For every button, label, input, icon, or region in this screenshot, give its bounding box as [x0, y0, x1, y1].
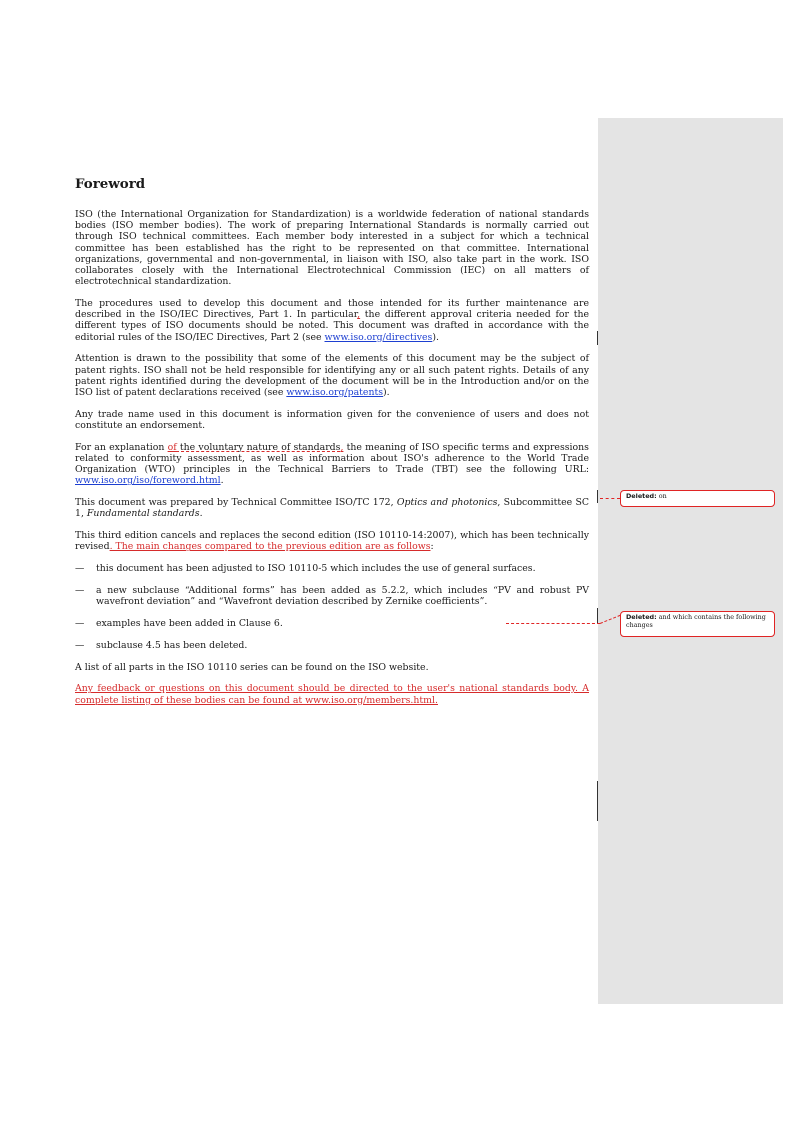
- p6-text-a: This document was prepared by Technical Committee ISO/TC 172,: [75, 497, 397, 509]
- p6-italic-1: Optics and photonics: [396, 497, 498, 509]
- comment-label: Deleted:: [626, 613, 657, 621]
- p3-text: Attention is drawn to the possibility that some of the elements of this document may be the subject of patent rights. ISO shall not be held responsible for identifying any or all such patent rights. Details of any patent rights identified during the development of the document will be in the Introduction and/or on the ISO list of patent declarations received (see: [75, 353, 589, 399]
- p2-inserted-comma: ,: [357, 309, 361, 321]
- document-body[interactable]: [75, 176, 589, 716]
- dash-marker: —: [75, 618, 85, 630]
- change-bar: [597, 608, 598, 623]
- change-bar: [597, 781, 598, 821]
- comment-label: Deleted:: [626, 492, 657, 500]
- list-item-text: a new subclause “Additional forms” has been added as 5.2.2, which includes “PV and robust PV wavefront deviation” and “Wavefront deviation described by Zernike coefficients”.: [96, 585, 589, 608]
- list-item: [75, 585, 589, 607]
- p2-text-b: the different approval criteria needed for the different types of ISO documents should be noted. This document was drafted in accordance with the editorial rules of the ISO/IEC Directives, Part 2 (see: [75, 309, 589, 343]
- p6-text-b: , Subcommittee SC 1,: [75, 497, 590, 520]
- comment-margin: [598, 118, 783, 1004]
- p2-end: ).: [432, 331, 439, 343]
- page-title: Foreword: [75, 176, 146, 192]
- p7-text: This third edition cancels and replaces the second edition (ISO 10110-14:2007), which has been technically revised: [75, 530, 589, 553]
- foreword-link[interactable]: www.iso.org/iso/foreword.html: [75, 475, 221, 487]
- comment-text: on: [656, 492, 667, 500]
- p3-end: ).: [383, 387, 390, 399]
- comment-bubble-deleted-changes[interactable]: [620, 611, 775, 637]
- list-item: [75, 563, 589, 574]
- change-bar: [597, 331, 598, 345]
- comment-leader: [600, 498, 620, 499]
- list-item-text: this document has been adjusted to ISO 10110-5 which includes the use of general surfaces.: [96, 563, 536, 575]
- p2-text-a: The procedures used to develop this document and those intended for its further maintenance are described in the ISO/IEC Directives, Part 1. In particular: [75, 298, 589, 321]
- paragraph-8: A list of all parts in the ISO 10110 series can be found on the ISO website.: [75, 661, 429, 673]
- p5-text-b: the voluntary nature of standards: [176, 441, 341, 453]
- patents-link[interactable]: www.iso.org/patents: [286, 387, 384, 399]
- paragraph-6: [75, 497, 589, 519]
- dash-marker: —: [75, 585, 85, 597]
- p5-inserted-of: of: [167, 441, 177, 453]
- dash-marker: —: [75, 639, 85, 651]
- list-item-text: subclause 4.5 has been deleted.: [96, 639, 248, 651]
- p7-end: :: [430, 541, 434, 553]
- paragraph-4: Any trade name used in this document is information given for the convenience of users and does not constitute an endorsement.: [75, 408, 589, 432]
- dash-marker: —: [75, 563, 85, 575]
- paragraph-1: ISO (the International Organization for Standardization) is a worldwide federation of national standards bodies (ISO member bodies). The work of preparing International Standards is normally carried out through ISO technical committees. Each member body interested in a subject for which a technical committee has been established has the right to be represented on that committee. International organizations, governmental and non-governmental, in liaison with ISO, also take part in the work. ISO collaborates closely with the International Electrotechnical Commission (IEC) on all matters of electrotechnical standardization.: [75, 209, 589, 288]
- p6-end: .: [199, 508, 203, 520]
- directives-link[interactable]: www.iso.org/directives: [324, 331, 433, 343]
- comment-bubble-deleted-on[interactable]: [620, 490, 775, 507]
- p5-end: .: [220, 475, 224, 487]
- paragraph-9-inserted: Any feedback or questions on this document should be directed to the user's national standards body. A complete listing of these bodies can be found at www.iso.org/members.html.: [75, 683, 589, 706]
- p5-text-a: For an explanation: [75, 441, 168, 453]
- paragraph-7: [75, 530, 589, 552]
- paragraph-2: [75, 298, 589, 343]
- change-bar: [597, 490, 598, 503]
- p6-italic-2: Fundamental standards: [86, 508, 200, 520]
- p7-inserted-text: . The main changes compared to the previous edition are as follows: [109, 541, 431, 553]
- p5-inserted-comma: ,: [340, 441, 344, 453]
- comment-leader: [506, 623, 600, 624]
- p5-text-c: the meaning of ISO specific terms and expressions related to conformity assessment, as well as information about ISO's adherence to the World Trade Organization (WTO) principles in the Technical Barriers to Trade (TBT) see the following URL:: [75, 441, 589, 476]
- paragraph-5: [75, 442, 589, 487]
- list-item: [75, 640, 589, 651]
- paragraph-3: [75, 353, 589, 398]
- comment-text: and which contains the following changes: [626, 613, 766, 629]
- list-item-text: examples have been added in Clause 6.: [96, 618, 283, 630]
